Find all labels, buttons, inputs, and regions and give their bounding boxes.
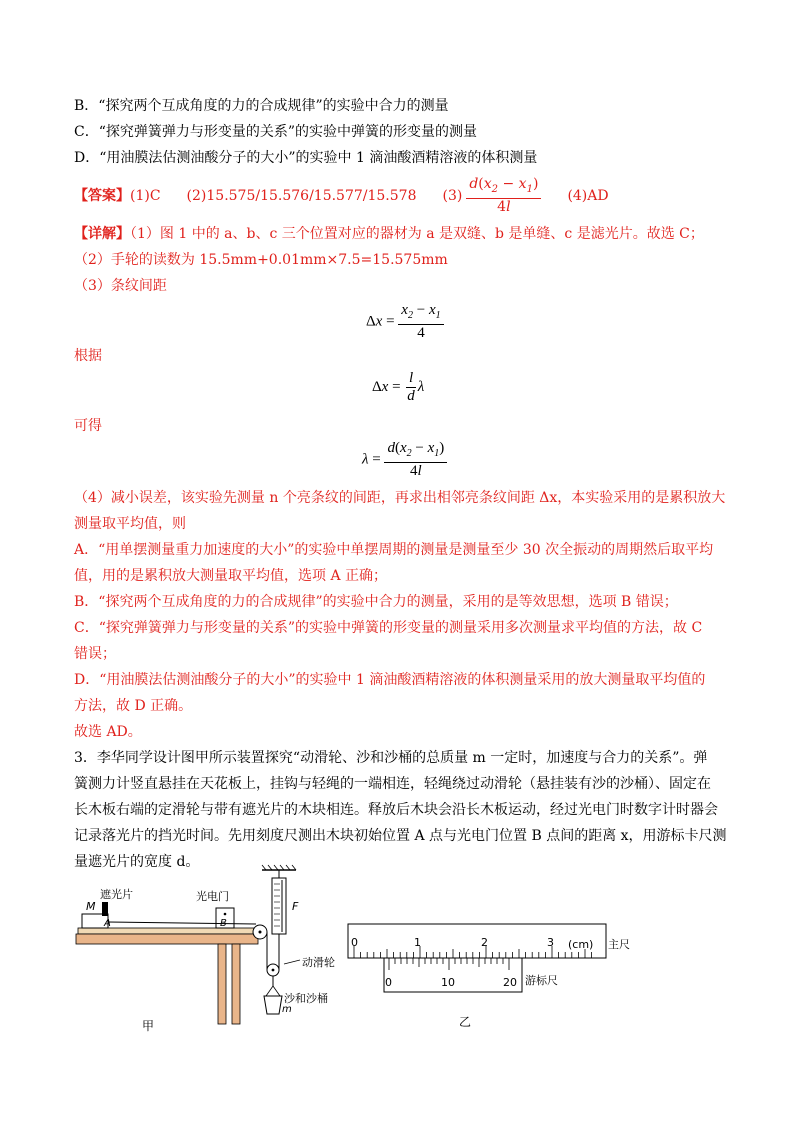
vernier-label-20: 20: [503, 976, 517, 989]
answer-part3-formula: $\frac{d(x_2 - x_1)}{4l}$: [466, 176, 541, 216]
equation-fringe-spacing: Δx = $\frac{x_2 - x_1}{4}$: [366, 302, 444, 342]
detail-label: 【详解】: [74, 226, 130, 242]
label-zheguangpian: 遮光片: [100, 888, 133, 901]
caption-yi: 乙: [459, 1015, 472, 1029]
label-m: m: [282, 1004, 292, 1015]
detail-d1: D．“用油膜法估测油酸分子的大小”的实验中 1 滴油酸酒精溶液的体积测量采用的放大测量取平均值的: [74, 672, 706, 688]
vernier-label-0: 0: [385, 976, 392, 989]
detail-4a: （4）减小误差，该实验先测量 n 个亮条纹的间距，再求出相邻亮条纹间距 Δx，本实验采用的是累积放大: [74, 490, 726, 506]
main-scale-label-3: 3: [547, 936, 554, 949]
answer-part4: (4)AD: [567, 188, 609, 204]
detail-c1: C．“探究弹簧弹力与形变量的关系”的实验中弹簧的形变量的测量采用多次测量求平均值的方法，故 C: [74, 620, 703, 636]
answer-label: 【答案】: [74, 188, 130, 204]
option-b: B．“探究两个互成角度的力的合成规律”的实验中合力的测量: [74, 98, 449, 114]
answer-part3-prefix: (3): [442, 188, 463, 204]
equation-lambda: λ = $\frac{d(x_2 - x_1)}{4l}$: [362, 440, 447, 480]
main-scale-label-2: 2: [481, 936, 488, 949]
detail-c2: 错误；: [74, 646, 116, 662]
unit-label: (cm): [568, 938, 594, 951]
detail-genju: 根据: [74, 348, 102, 364]
label-dong-hualun: 动滑轮: [302, 956, 335, 969]
label-youbiaochi: 游标尺: [525, 974, 558, 987]
figure-jia-apparatus: [70, 862, 370, 1042]
caption-jia: 甲: [142, 1019, 155, 1033]
detail-b1: B．“探究两个互成角度的力的合成规律”的实验中合力的测量，采用的是等效思想，选项 B 错误；: [74, 594, 678, 610]
label-A: A: [104, 918, 111, 929]
label-sha-shatong: 沙和沙桶: [284, 992, 328, 1005]
figure-yi-vernier-caliper: [344, 918, 644, 1038]
label-zhuchi: 主尺: [608, 938, 630, 951]
q3-line-2: 簧测力计竖直悬挂在天花板上，挂钩与轻绳的一端相连，轻绳绕过动滑轮（悬挂装有沙的沙桶）、固定在: [74, 776, 711, 792]
label-guangdianmen: 光电门: [196, 890, 229, 903]
detail-kede: 可得: [74, 418, 102, 434]
main-scale-label-0: 0: [351, 936, 358, 949]
answer-part1: (1)C: [130, 188, 161, 204]
detail-4b: 测量取平均值，则: [74, 516, 186, 532]
option-d: D．“用油膜法估测油酸分子的大小”的实验中 1 滴油酸酒精溶液的体积测量: [74, 150, 538, 166]
answer-part2: (2)15.575/15.576/15.577/15.578: [186, 188, 417, 204]
option-c: C．“探究弹簧弹力与形变量的关系”的实验中弹簧的形变量的测量: [74, 124, 478, 140]
detail-end: 故选 AD。: [74, 724, 142, 740]
detail-line-3: （3）条纹间距: [74, 278, 167, 294]
label-M: M: [86, 900, 96, 913]
q3-line-5: 量遮光片的宽度 d。: [74, 854, 200, 870]
detail-line-1: 【详解】（1）图 1 中的 a、b、c 三个位置对应的器材为 a 是双缝、b 是单缝、c 是滤光片。故选 C；: [74, 226, 704, 242]
equation-lambda-relation: Δx = $\frac{l}{d}$ λ: [372, 370, 425, 404]
q3-line-1: 3．李华同学设计图甲所示装置探究“动滑轮、沙和沙桶的总质量 m 一定时，加速度与合力的关系”。弹: [74, 750, 708, 766]
q3-line-4: 记录落光片的挡光时间。先用刻度尺测出木块初始位置 A 点与光电门位置 B 点间的距离 x，用游标卡尺测: [74, 828, 727, 844]
detail-d2: 方法，故 D 正确。: [74, 698, 193, 714]
label-B: B: [220, 918, 227, 929]
main-scale-label-1: 1: [414, 936, 421, 949]
detail-a1: A．“用单摆测量重力加速度的大小”的实验中单摆周期的测量是测量至少 30 次全振动的周期然后取平均: [74, 542, 714, 558]
vernier-label-10: 10: [441, 976, 455, 989]
detail-a2: 值，用的是累积放大测量取平均值，选项 A 正确；: [74, 568, 388, 584]
answer-line: [74, 176, 609, 216]
label-F: F: [292, 900, 299, 913]
q3-line-3: 长木板右端的定滑轮与带有遮光片的木块相连。释放后木块会沿长木板运动，经过光电门时数字计时器会: [74, 802, 718, 818]
detail-line-2: （2）手轮的读数为 15.5mm+0.01mm×7.5=15.575mm: [74, 252, 448, 268]
